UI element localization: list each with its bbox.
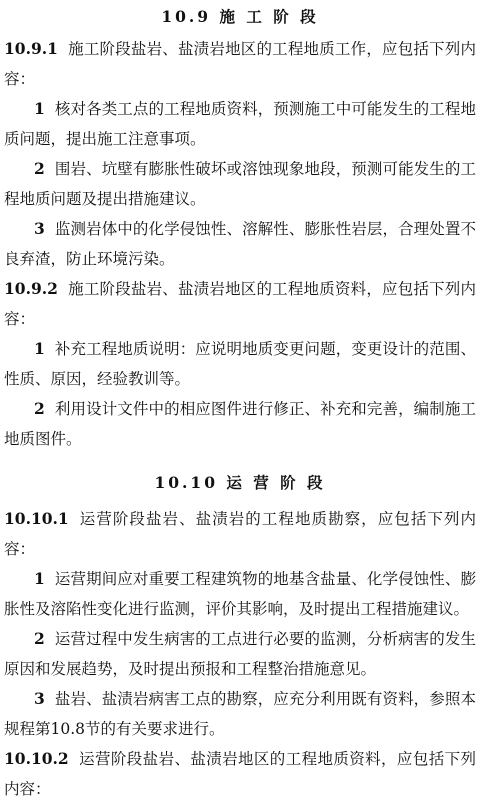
item-number: 2 [34, 159, 45, 178]
clause-10-10-2 [0, 744, 480, 804]
section-heading-10-9: 10.9 施 工 阶 段 [161, 7, 319, 26]
clause-10-9-2 [0, 274, 480, 334]
list-item [0, 564, 480, 624]
item-text: 核对各类工点的工程地质资料，预测施工中可能发生的工程地质问题，提出施工注意事项。 [4, 100, 476, 148]
list-item [0, 624, 480, 684]
list-item [0, 394, 480, 454]
clause-number: 10.10.2 [4, 749, 69, 768]
list-item [0, 214, 480, 274]
clause-10-9-1 [0, 34, 480, 94]
item-text: 盐岩、盐渍岩病害工点的勘察，应充分利用既有资料，参照本规程第10.8节的有关要求进行。 [4, 690, 476, 738]
item-text: 利用设计文件中的相应图件进行修正、补充和完善，编制施工地质图件。 [4, 400, 476, 448]
list-item [0, 334, 480, 394]
item-text: 补充工程地质说明：应说明地质变更问题，变更设计的范围、性质、原因，经验教训等。 [4, 340, 476, 388]
clause-number: 10.9.1 [4, 39, 58, 58]
item-number: 1 [34, 569, 45, 588]
clause-text: 运营阶段盐岩、盐渍岩的工程地质勘察，应包括下列内容： [4, 510, 476, 558]
clause-text: 运营阶段盐岩、盐渍岩地区的工程地质资料，应包括下列内容： [4, 750, 476, 798]
item-number: 3 [34, 219, 45, 238]
section-heading-10-10: 10.10 运 营 阶 段 [154, 473, 326, 492]
item-number: 1 [34, 99, 45, 118]
item-number: 2 [34, 399, 45, 418]
item-text: 运营过程中发生病害的工点进行必要的监测，分析病害的发生原因和发展趋势，及时提出预报和工程整治措施意见。 [4, 630, 476, 678]
list-item [0, 154, 480, 214]
clause-10-10-1 [0, 504, 480, 564]
clause-number: 10.9.2 [4, 279, 58, 298]
item-text: 运营期间应对重要工程建筑物的地基含盐量、化学侵蚀性、膨胀性及溶陷性变化进行监测，评价其影响，及时提出工程措施建议。 [4, 570, 476, 618]
clause-number: 10.10.1 [4, 509, 69, 528]
item-number: 2 [34, 629, 45, 648]
item-text: 监测岩体中的化学侵蚀性、溶解性、膨胀性岩层，合理处置不良弃渣，防止环境污染。 [4, 220, 476, 268]
item-text: 围岩、坑壁有膨胀性破坏或溶蚀现象地段，预测可能发生的工程地质问题及提出措施建议。 [4, 160, 476, 208]
clause-text: 施工阶段盐岩、盐渍岩地区的工程地质工作，应包括下列内容： [4, 40, 476, 88]
item-number: 3 [34, 689, 45, 708]
clause-text: 施工阶段盐岩、盐渍岩地区的工程地质资料，应包括下列内容： [4, 280, 476, 328]
list-item [0, 684, 480, 744]
list-item [0, 94, 480, 154]
item-number: 1 [34, 339, 45, 358]
